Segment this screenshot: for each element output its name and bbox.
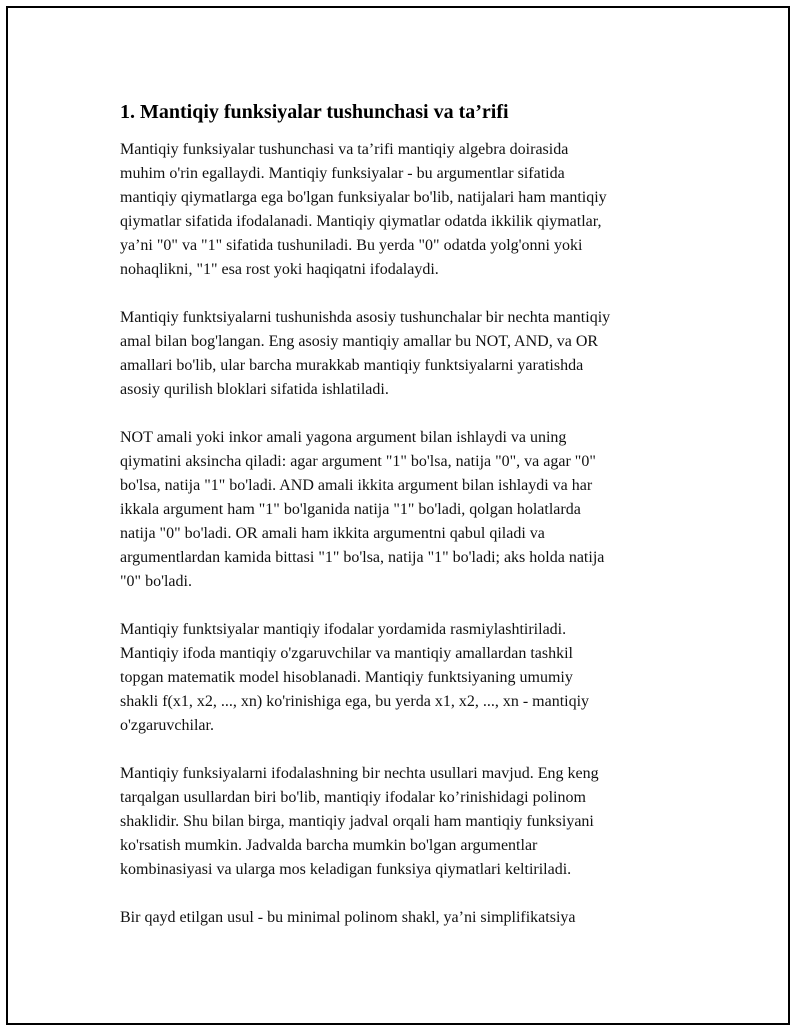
text-line: topgan matematik model hisoblanadi. Mantiqiy funktsiyaning umumiy [120, 669, 573, 686]
text-line: ko'rsatish mumkin. Jadvalda barcha mumkin bo'lgan argumentlar [120, 837, 538, 854]
text-line: nohaqlikni, "1" esa rost yoki haqiqatni ifodalaydi. [120, 261, 439, 278]
text-line: shakli f(x1, x2, ..., xn) ko'rinishiga ega, bu yerda x1, x2, ..., xn - mantiqiy [120, 693, 590, 710]
paragraph-2 [120, 306, 692, 402]
text-line: Mantiqiy ifoda mantiqiy o'zgaruvchilar va mantiqiy amallardan tashkil [120, 645, 573, 662]
text-line: muhim o'rin egallaydi. Mantiqiy funksiyalar - bu argumentlar sifatida [120, 165, 565, 182]
text-line: kombinasiyasi va ularga mos keladigan funksiya qiymatlari keltiriladi. [120, 861, 572, 878]
text-line: amal bilan bog'langan. Eng asosiy mantiqiy amallar bu NOT, AND, va OR [120, 333, 599, 350]
paragraph-5 [120, 762, 692, 882]
text-line: Mantiqiy funksiyalarni ifodalashning bir nechta usullari mavjud. Eng keng [120, 765, 599, 782]
text-line: Mantiqiy funktsiyalarni tushunishda asosiy tushunchalar bir nechta mantiqiy [120, 309, 611, 326]
text-line: ikkala argument ham "1" bo'lganida natija "1" bo'ladi, qolgan holatlarda [120, 501, 581, 518]
text-line: "0" bo'ladi. [120, 573, 192, 590]
text-line: amallari bo'lib, ular barcha murakkab mantiqiy funktsiyalarni yaratishda [120, 357, 584, 374]
paragraph-4 [120, 618, 692, 738]
text-line: asosiy qurilish bloklari sifatida ishlatiladi. [120, 381, 389, 398]
paragraph-3 [120, 426, 692, 594]
document-body [120, 98, 692, 930]
text-line: Mantiqiy funktsiyalar mantiqiy ifodalar yordamida rasmiylashtiriladi. [120, 621, 567, 638]
text-line: bo'lsa, natija "1" bo'ladi. AND amali ikkita argument bilan ishlaydi va har [120, 477, 593, 494]
text-line: mantiqiy qiymatlarga ega bo'lgan funksiyalar bo'lib, natijalari ham mantiqiy [120, 189, 607, 206]
paragraph-6 [120, 906, 692, 930]
text-line: Bir qayd etilgan usul - bu minimal polinom shakl, ya’ni simplifikatsiya [120, 909, 576, 926]
page-frame [6, 6, 790, 1025]
text-line: ya’ni "0" va "1" sifatida tushuniladi. Bu yerda "0" odatda yolg'onni yoki [120, 237, 583, 254]
section-heading: 1. Mantiqiy funksiyalar tushunchasi va ta’rifi [120, 101, 509, 123]
text-line: qiymatlar sifatida ifodalanadi. Mantiqiy qiymatlar odatda ikkilik qiymatlar, [120, 213, 602, 230]
text-line: qiymatini aksincha qiladi: agar argument "1" bo'lsa, natija "0", va agar "0" [120, 453, 596, 470]
text-line: tarqalgan usullardan biri bo'lib, mantiqiy ifodalar ko’rinishidagi polinom [120, 789, 586, 806]
text-line: argumentlardan kamida bittasi "1" bo'lsa, natija "1" bo'ladi; aks holda natija [120, 549, 605, 566]
text-line: natija "0" bo'ladi. OR amali ham ikkita argumentni qabul qiladi va [120, 525, 545, 542]
paragraph-1 [120, 138, 692, 282]
text-line: shaklidir. Shu bilan birga, mantiqiy jadval orqali ham mantiqiy funksiyani [120, 813, 594, 830]
text-line: Mantiqiy funksiyalar tushunchasi va ta’rifi mantiqiy algebra doirasida [120, 141, 569, 158]
text-line: NOT amali yoki inkor amali yagona argument bilan ishlaydi va uning [120, 429, 567, 446]
text-line: o'zgaruvchilar. [120, 717, 214, 734]
